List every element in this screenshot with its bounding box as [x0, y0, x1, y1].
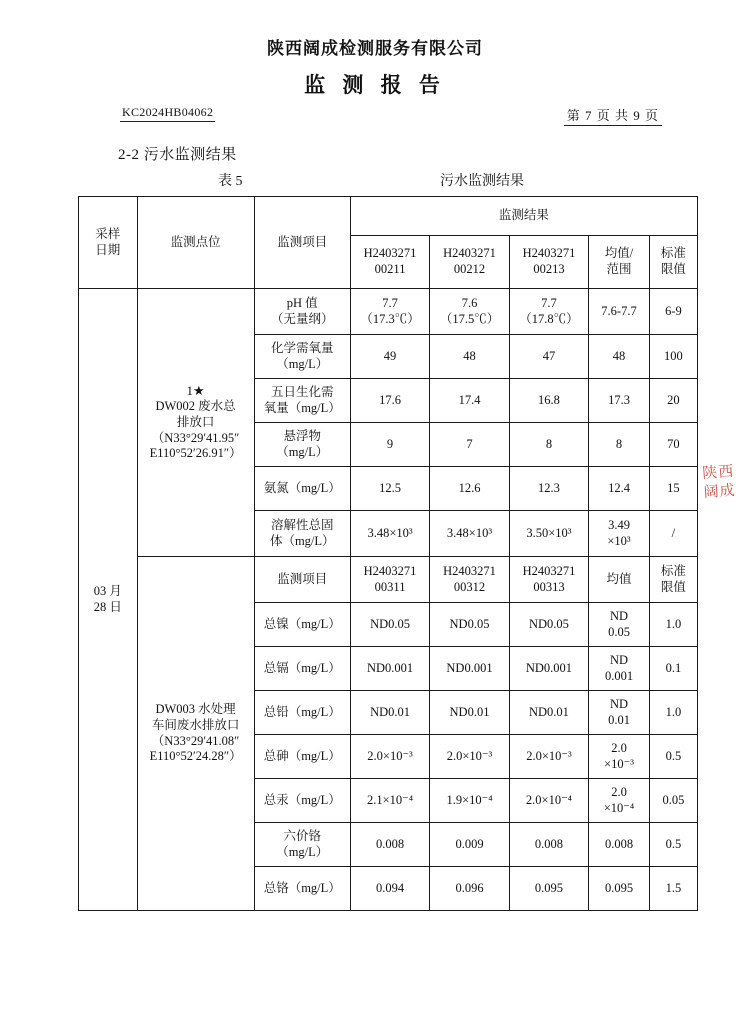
cell-limit: 0.5 — [649, 735, 697, 779]
sample2-line1: H2403271 — [443, 246, 496, 261]
date-line1: 03 月 — [93, 583, 122, 598]
red-seal-stamp: 陕西阔成 — [701, 463, 737, 501]
cell-item: 总砷（mg/L） — [254, 735, 350, 779]
header-date-line2: 日期 — [95, 242, 121, 257]
cell-value-s3: 16.8 — [509, 379, 588, 423]
header-cell-average — [589, 236, 650, 289]
cell-monitor-point-dw003 — [137, 557, 254, 911]
point-line3: 排放口 — [176, 415, 215, 429]
cell-item: 总铬（mg/L） — [254, 867, 350, 911]
point-line5: E110°52′26.91″） — [149, 446, 242, 461]
cell-item: 总镉（mg/L） — [254, 647, 350, 691]
avg-line2: 范围 — [606, 262, 632, 276]
cell-value-s2: 3.48×10³ — [430, 511, 509, 557]
cell-value-s3: 12.3 — [509, 467, 588, 511]
cell-item: 总铅（mg/L） — [254, 691, 350, 735]
cell-item: 悬浮物 （mg/L） — [254, 423, 350, 467]
cell-limit: 15 — [649, 467, 697, 511]
cell-average: 0.095 — [589, 867, 650, 911]
table-caption — [0, 170, 750, 192]
cell-limit: 6-9 — [649, 289, 697, 335]
cell-value-s3: ND0.05 — [509, 603, 588, 647]
cell-value-s2: 0.096 — [430, 867, 509, 911]
point-line4: （N33°29′41.95″ — [151, 430, 240, 445]
cell-value-s1: 0.094 — [350, 867, 429, 911]
report-meta — [0, 105, 750, 127]
date-line2: 28 日 — [93, 599, 122, 614]
cell-average: ND 0.05 — [589, 603, 650, 647]
cell-limit: 20 — [649, 379, 697, 423]
section-title: 2-2 污水监测结果 — [118, 147, 237, 163]
cell-item: 氨氮（mg/L） — [254, 467, 350, 511]
cell-value-s1: 0.008 — [350, 823, 429, 867]
cell-value-s1: 12.5 — [350, 467, 429, 511]
header-cell-item: 监测项目 — [254, 197, 350, 289]
sample3-line2: 00213 — [533, 262, 565, 276]
cell-value-s3: 47 — [509, 335, 588, 379]
point-line4: E110°52′24.28″） — [149, 749, 242, 764]
sample1-line1: H2403271 — [363, 246, 417, 261]
cell-limit: / — [649, 511, 697, 557]
header-cell-results-group: 监测结果 — [350, 197, 697, 236]
cell-limit: 70 — [649, 423, 697, 467]
cell-item: 总汞（mg/L） — [254, 779, 350, 823]
subheader-item: 监测项目 — [254, 557, 350, 603]
cell-average: 12.4 — [589, 467, 650, 511]
cell-average: 48 — [589, 335, 650, 379]
cell-value-s3: 7.7 （17.8℃） — [509, 289, 588, 335]
cell-value-s2: ND0.05 — [430, 603, 509, 647]
cell-value-s1: 49 — [350, 335, 429, 379]
cell-limit: 0.5 — [649, 823, 697, 867]
subheader-sample2: H2403271 00312 — [430, 557, 509, 603]
cell-average: ND 0.001 — [589, 647, 650, 691]
cell-value-s2: 2.0×10⁻³ — [430, 735, 509, 779]
table-title: 污水监测结果 — [440, 174, 524, 189]
point-line3: （N33°29′41.08″ — [151, 733, 240, 748]
sample1-line2: 00211 — [374, 262, 406, 276]
header-cell-date — [79, 197, 138, 289]
cell-item: 六价铬 （mg/L） — [254, 823, 350, 867]
cell-value-s1: ND0.001 — [350, 647, 429, 691]
point-line2: DW002 废水总 — [155, 399, 236, 414]
cell-value-s3: 2.0×10⁻³ — [509, 735, 588, 779]
cell-limit: 1.0 — [649, 691, 697, 735]
cell-sample-date — [79, 289, 138, 911]
cell-average: 2.0 ×10⁻³ — [589, 735, 650, 779]
cell-value-s2: 7.6 （17.5℃） — [430, 289, 509, 335]
cell-value-s3: 2.0×10⁻⁴ — [509, 779, 588, 823]
point-line1: DW003 水处理 — [155, 702, 236, 717]
cell-value-s3: ND0.001 — [509, 647, 588, 691]
header-cell-limit — [649, 236, 697, 289]
avg-line1: 均值/ — [604, 246, 634, 261]
table-header-row — [79, 197, 698, 236]
header-cell-point: 监测点位 — [137, 197, 254, 289]
cell-value-s3: 0.008 — [509, 823, 588, 867]
cell-value-s2: ND0.01 — [430, 691, 509, 735]
cell-value-s3: ND0.01 — [509, 691, 588, 735]
cell-item: 化学需氧量 （mg/L） — [254, 335, 350, 379]
wastewater-results-table — [78, 196, 698, 911]
cell-value-s2: ND0.001 — [430, 647, 509, 691]
cell-average: 7.6-7.7 — [589, 289, 650, 335]
header-cell-sample2 — [430, 236, 509, 289]
sample3-line1: H2403271 — [522, 246, 576, 261]
cell-value-s2: 48 — [430, 335, 509, 379]
table-label: 表 5 — [218, 174, 243, 189]
cell-value-s3: 8 — [509, 423, 588, 467]
cell-item: 总镍（mg/L） — [254, 603, 350, 647]
cell-limit: 1.5 — [649, 867, 697, 911]
cell-average: 17.3 — [589, 379, 650, 423]
cell-average: 2.0 ×10⁻⁴ — [589, 779, 650, 823]
cell-item: pH 值 （无量纲） — [254, 289, 350, 335]
cell-limit: 0.1 — [649, 647, 697, 691]
cell-monitor-point-dw002 — [137, 289, 254, 557]
cell-value-s1: 9 — [350, 423, 429, 467]
cell-value-s3: 0.095 — [509, 867, 588, 911]
subheader-limit: 标准 限值 — [649, 557, 697, 603]
cell-value-s2: 17.4 — [430, 379, 509, 423]
subheader-sample1: H2403271 00311 — [350, 557, 429, 603]
cell-item: 溶解性总固 体（mg/L） — [254, 511, 350, 557]
cell-value-s1: ND0.05 — [350, 603, 429, 647]
company-name: 陕西阔成检测服务有限公司 — [267, 39, 483, 58]
limit-line2: 限值 — [660, 262, 686, 276]
point-line1: 1★ — [186, 383, 205, 399]
cell-value-s1: 2.0×10⁻³ — [350, 735, 429, 779]
cell-item: 五日生化需 氧量（mg/L） — [254, 379, 350, 423]
table-row — [79, 289, 698, 335]
subheader-sample3: H2403271 00313 — [509, 557, 588, 603]
cell-value-s1: 2.1×10⁻⁴ — [350, 779, 429, 823]
cell-average: ND 0.01 — [589, 691, 650, 735]
cell-limit: 0.05 — [649, 779, 697, 823]
report-number: KC2024HB04062 — [120, 105, 215, 122]
subheader-average: 均值 — [589, 557, 650, 603]
cell-value-s1: 3.48×10³ — [350, 511, 429, 557]
page-title: 监 测 报 告 — [304, 73, 446, 97]
cell-value-s2: 7 — [430, 423, 509, 467]
cell-average: 3.49 ×10³ — [589, 511, 650, 557]
cell-value-s1: ND0.01 — [350, 691, 429, 735]
cell-average: 0.008 — [589, 823, 650, 867]
page-number: 第 7 页 共 9 页 — [564, 105, 662, 126]
cell-value-s2: 12.6 — [430, 467, 509, 511]
header-cell-sample3 — [509, 236, 588, 289]
cell-average: 8 — [589, 423, 650, 467]
report-page — [0, 34, 750, 1034]
header-date-line1: 采样 — [95, 226, 121, 241]
cell-value-s3: 3.50×10³ — [509, 511, 588, 557]
cell-value-s1: 7.7 （17.3℃） — [350, 289, 429, 335]
point-line2: 车间废水排放口 — [151, 717, 240, 732]
cell-value-s1: 17.6 — [350, 379, 429, 423]
limit-line1: 标准 — [660, 246, 686, 261]
table-subheader-row-2 — [79, 557, 698, 603]
cell-limit: 1.0 — [649, 603, 697, 647]
cell-value-s2: 0.009 — [430, 823, 509, 867]
cell-limit: 100 — [649, 335, 697, 379]
header-cell-sample1 — [350, 236, 429, 289]
cell-value-s2: 1.9×10⁻⁴ — [430, 779, 509, 823]
sample2-line2: 00212 — [453, 262, 486, 276]
